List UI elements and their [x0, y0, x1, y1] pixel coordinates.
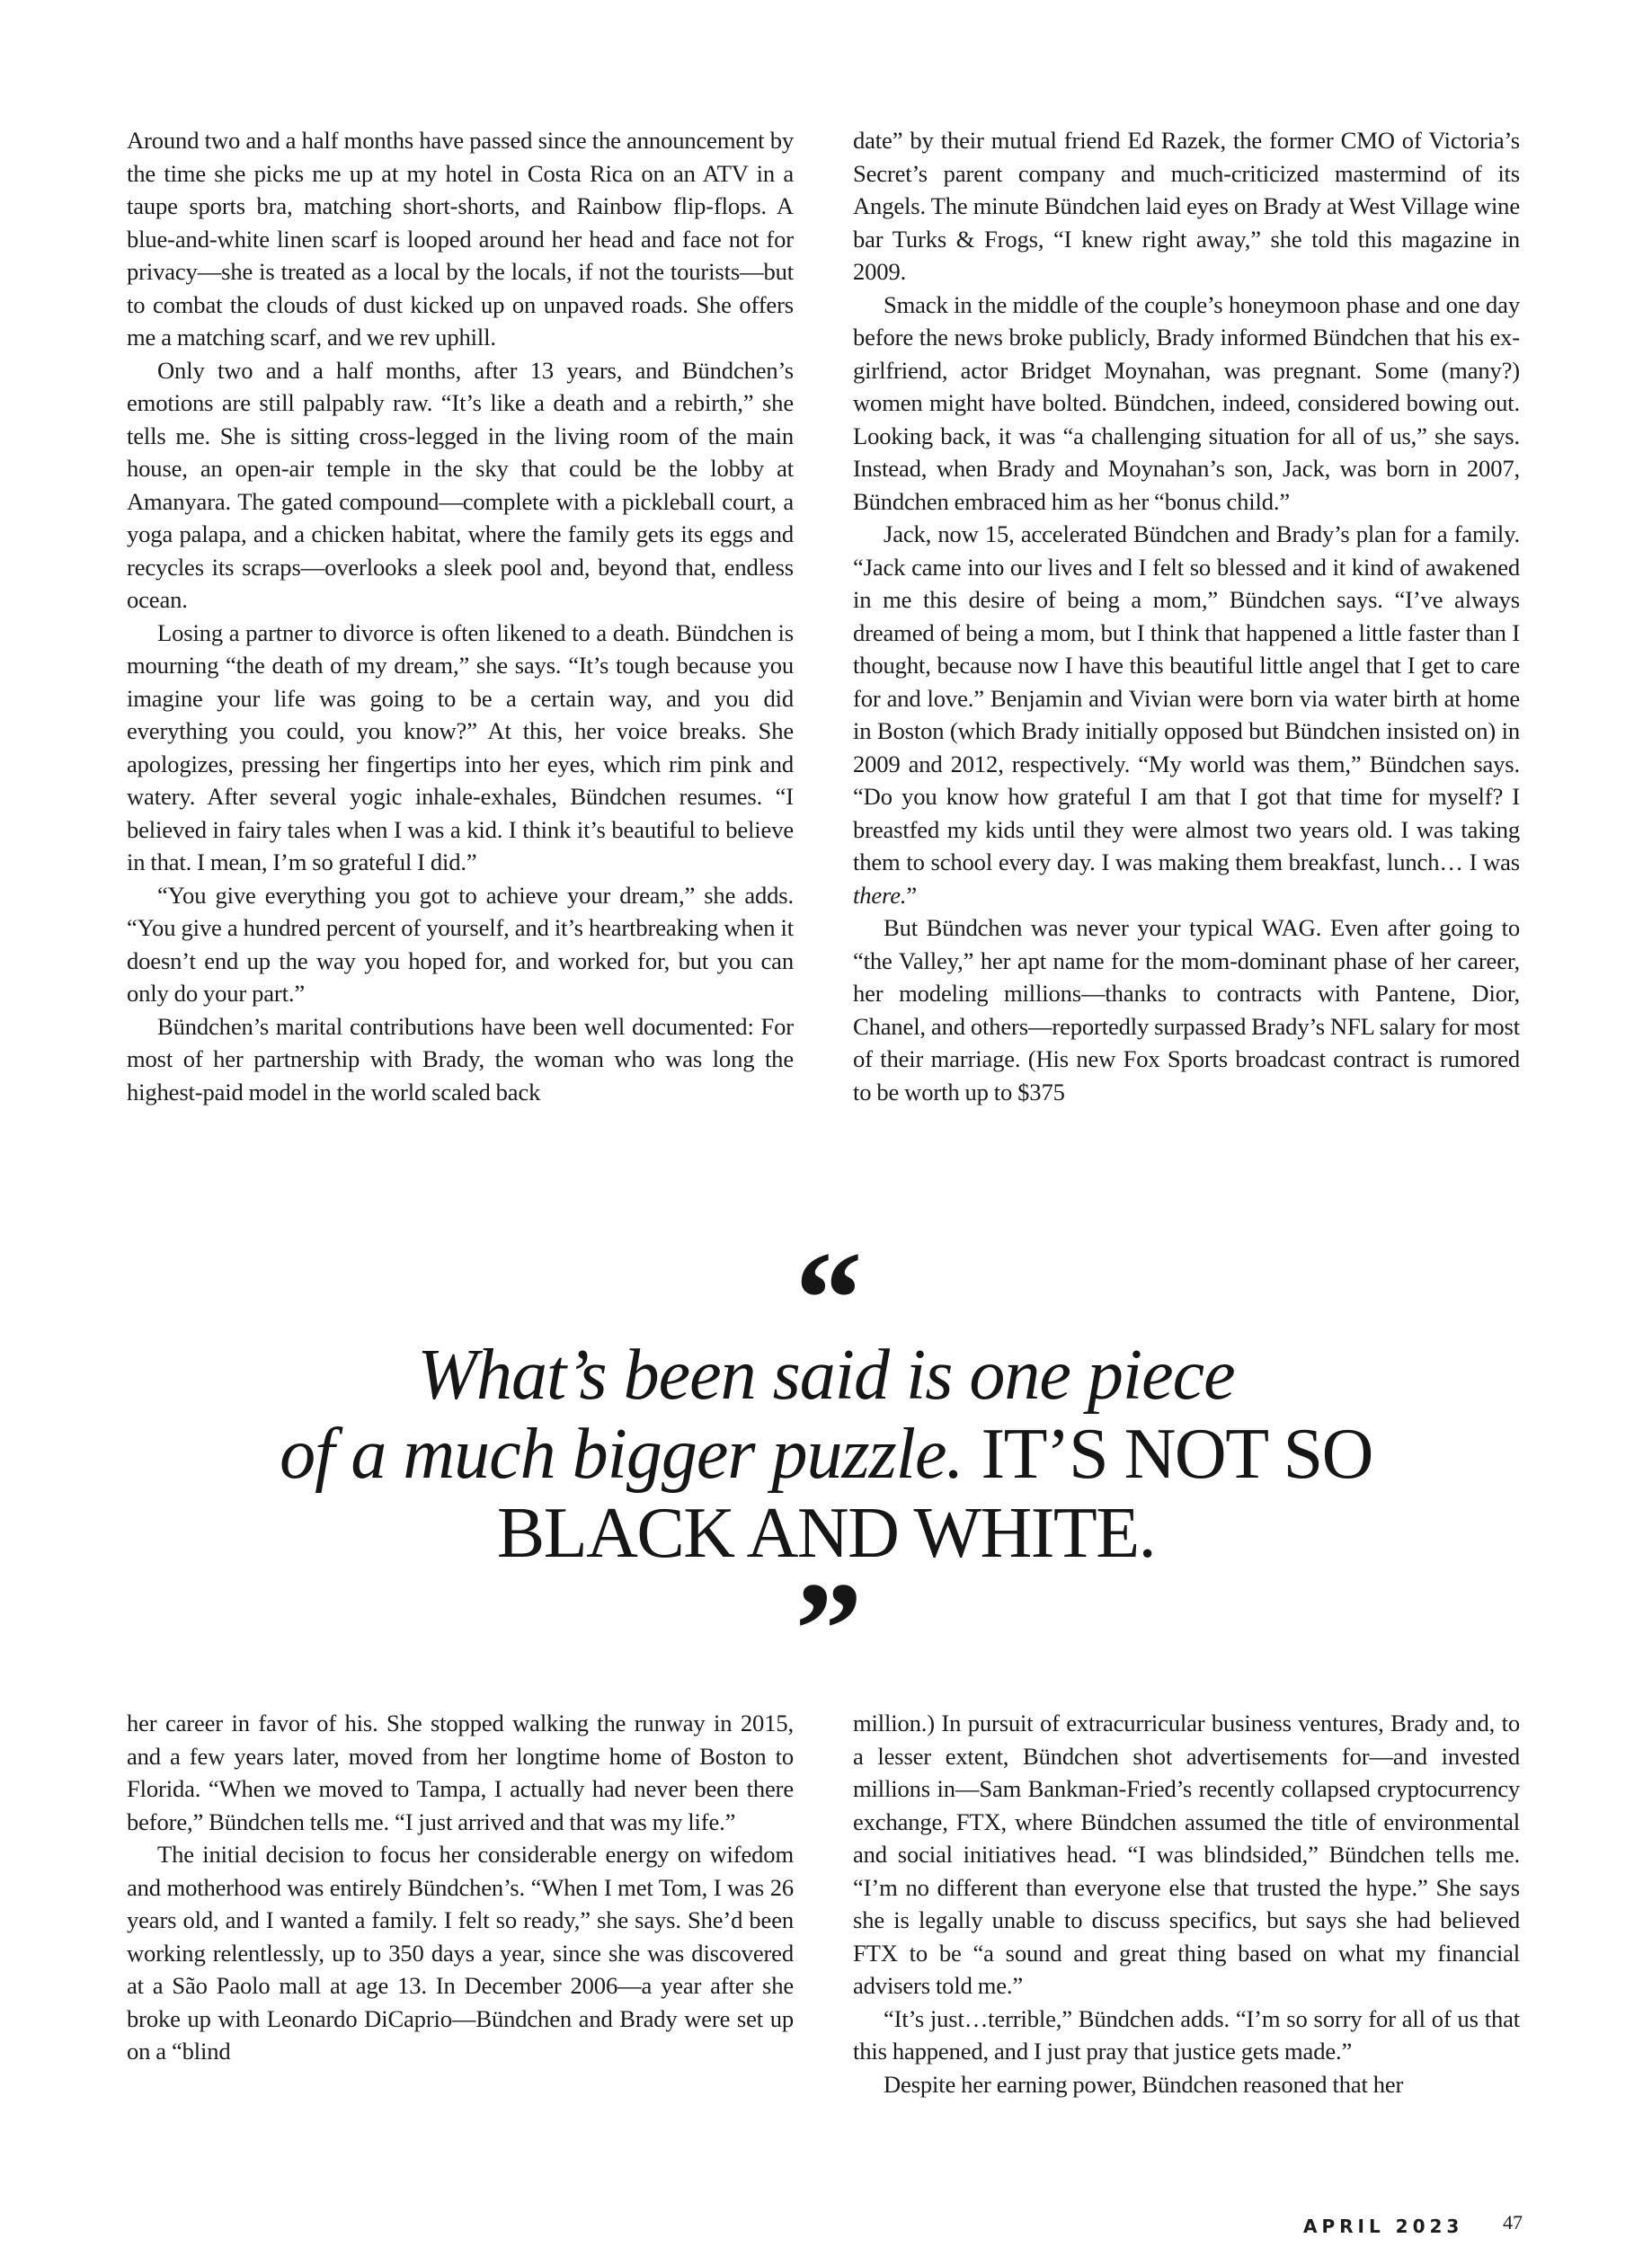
- paragraph: Around two and a half months have passed since the announcement by the time she picks me up at my hotel in Costa Rica on an ATV in a taupe sports bra, matching short-shorts, and Rainbow flip-flops. A blue-and-white linen scarf is looped around her head and face not for privacy—she is treated as a local by the locals, if not the tourists—but to combat the clouds of dust kicked up on unpaved roads. She offers me a matching scarf, and we rev uphill.: [127, 127, 794, 351]
- pull-quote-caps-text: IT’S NOT SO: [981, 1415, 1372, 1494]
- paragraph: her career in favor of his. She stopped walking the runway in 2015, and a few years later, moved from her longtime home of Boston to Florida. “When we moved to Tampa, I actually had never been there before,” Bündchen tells me. “I just arrived and that was my life.”: [127, 1710, 794, 1835]
- paragraph: But Bündchen was never your typical WAG. Even after going to “the Valley,” her apt name for the mom-dominant phase of her career, her modeling millions—thanks to contracts with Pantene, Dior, Chanel, and others—reportedly surpassed Brady’s NFL salary for most of their marriage. (His new Fox Sports broadcast contract is rumored to be worth up to $375: [853, 914, 1520, 1106]
- pull-quote: [135, 1224, 1517, 1704]
- paragraph: The initial decision to focus her considerable energy on wifedom and motherhood was entirely Bündchen’s. “When I met Tom, I was 26 years old, and I wanted a family. I felt so ready,” she says. She’d been working relentlessly, up to 350 days a year, since she was discovered at a São Paolo mall at age 13. In December 2006—a year after she broke up with Leonardo DiCaprio—Bündchen and Brady were set up on a “blind: [127, 1841, 794, 2065]
- issue-date: APRIL 2023: [1303, 2216, 1464, 2237]
- article-column-2: [853, 124, 1520, 1108]
- close-quote-icon: ”: [795, 1555, 857, 1704]
- paragraph: “You give everything you got to achieve your dream,” she adds. “You give a hundred percent of yourself, and it’s heartbreaking when it doesn’t end up the way you hoped for, and worked for, but you can only do your part.”: [127, 881, 794, 1007]
- article-column-3: [127, 1707, 794, 2068]
- pull-quote-italic-text: What’s been said is one piece: [417, 1336, 1235, 1415]
- paragraph: Smack in the middle of the couple’s honeymoon phase and one day before the news broke publicly, Brady informed Bündchen that his ex-girlfriend, actor Bridget Moynahan, was pregnant. Some (many?) women might have bolted. Bündchen, indeed, considered bowing out. Looking back, it was “a challenging situation for all of us,” she says. Instead, when Brady and Moynahan’s son, Jack, was born in 2007, Bündchen embraced him as her “bonus child.”: [853, 290, 1520, 515]
- article-column-4: [853, 1707, 1520, 2100]
- pull-quote-caps-text: BLACK AND WHITE.: [496, 1494, 1156, 1573]
- paragraph: Only two and a half months, after 13 years, and Bündchen’s emotions are still palpably raw. “It’s like a death and a rebirth,” she tells me. She is sitting cross-legged in the living room of the main house, an open-air temple in the sky that could be the lobby at Amanyara. The gated compound—complete with a pickleball court, a yoga palapa, and a chicken habitat, where the family gets its eggs and recycles its scraps—overlooks a sleek pool and, beyond that, endless ocean.: [127, 356, 794, 613]
- article-column-1: [127, 124, 794, 1108]
- paragraph: date” by their mutual friend Ed Razek, the former CMO of Victoria’s Secret’s parent company and much-criticized mastermind of its Angels. The minute Bündchen laid eyes on Brady at West Village wine bar Turks & Frogs, “I knew right away,” she told this magazine in 2009.: [853, 127, 1520, 285]
- paragraph: [853, 518, 1520, 911]
- emphasis-text: there.: [853, 881, 907, 909]
- paragraph-text: Jack, now 15, accelerated Bündchen and Brady’s plan for a family. “Jack came into our lives and I felt so blessed and it kind of awakened in me this desire of being a mom,” Bündchen says. “I’ve always dreamed of being a mom, but I think that happened a little faster than I thought, because now I have this beautiful little angel that I get to care for and love.” Benjamin and Vivian were born via water birth at home in Boston (which Brady initially opposed but Bündchen insisted on) in 2009 and 2012, respectively. “My world was them,” Bündchen says. “Do you know how grateful I am that I got that time for myself? I breastfed my kids until they were almost two years old. I was taking them to school every day. I was making them breakfast, lunch… I was: [853, 520, 1520, 875]
- paragraph: “It’s just…terrible,” Bündchen adds. “I’m so sorry for all of us that this happened, and I just pray that justice gets made.”: [853, 2004, 1520, 2065]
- paragraph: Bündchen’s marital contributions have been well documented: For most of her partnership with Brady, the woman who was long the highest-paid model in the world scaled back: [127, 1012, 794, 1106]
- page-number: 47: [1503, 2211, 1523, 2234]
- open-quote-icon: “: [795, 1224, 857, 1373]
- pull-quote-italic-text: of a much bigger puzzle.: [280, 1415, 964, 1494]
- pull-quote-line-2: [135, 1415, 1517, 1494]
- pull-quote-line-1: [135, 1336, 1517, 1415]
- paragraph: Despite her earning power, Bündchen reasoned that her: [884, 2070, 1404, 2098]
- paragraph: Losing a partner to divorce is often likened to a death. Bündchen is mourning “the death of my dream,” she says. “It’s tough because you imagine your life was going to be a certain way, and you did everything you could, you know?” At this, her voice breaks. She apologizes, pressing her fingertips into her eyes, which rim pink and watery. After several yogic inhale-exhales, Bündchen resumes. “I believed in fairy tales when I was a kid. I think it’s beautiful to believe in that. I mean, I’m so grateful I did.”: [127, 618, 794, 875]
- closing-quote-text: ”: [906, 881, 918, 909]
- paragraph: million.) In pursuit of extracurricular business ventures, Brady and, to a lesser extent, Bündchen shot advertisements for—and invested millions in—Sam Bankman-Fried’s recently collapsed cryptocurrency exchange, FTX, where Bündchen assumed the title of environmental and social initiatives head. “I was blindsided,” Bündchen tells me. “I’m no different than everyone else that trusted the hype.” She says she is legally unable to discuss specifics, but says she had believed FTX to be “a sound and great thing based on what my financial advisers told me.”: [853, 1710, 1520, 1999]
